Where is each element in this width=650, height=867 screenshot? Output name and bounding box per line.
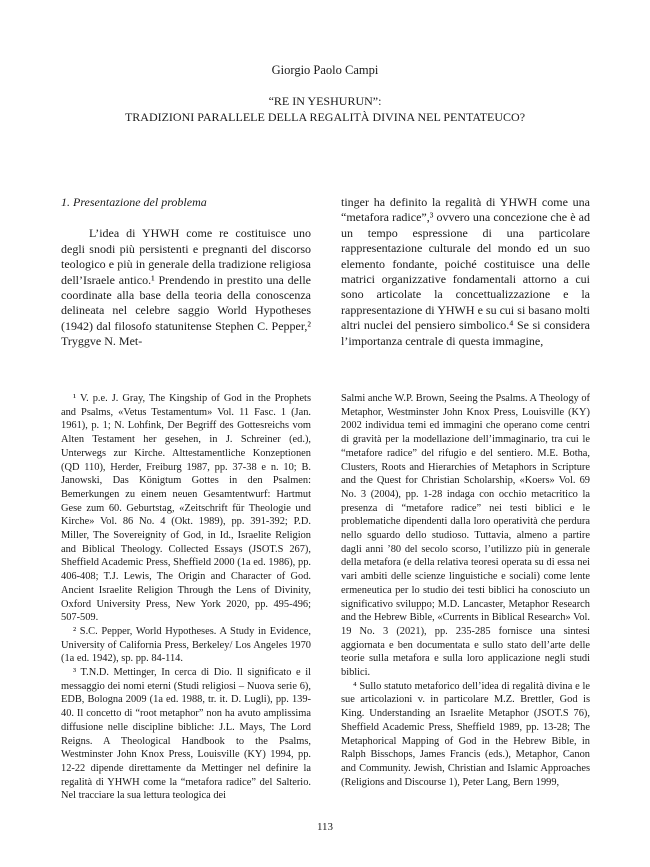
author-name: Giorgio Paolo Campi — [271, 63, 379, 77]
footnote-3-continued: Salmi anche W.P. Brown, Seeing the Psalms. A Theology of Metaphor, Westminster John Knox Press, Louisville (KY) 2002 individua temi ed immagini che operano come centri di gravità per la modellazione dell’immaginario, tra cui le “metafore radice” del rifugio e del sentiero. M.E. Botha, Clusters, Roots and Hierarchies of Metaphors in Scripture and the Quest for Christian Scholarship, «Koers» Vol. 69 No. 3 (2004), pp. 1-28 indaga con occhio metacritico la presenza di “metafore radice” nei testi biblici e le problematiche dipendenti dalla loro operatività che perdura nello sguardo dello studioso. Tuttavia, almeno a partire dagli anni ’80 del secolo scorso, l’utilizzo più in generale della metafora (e della relativa teoresi operata su di essa nei vari ambiti delle scienze linguistiche e sociali) come lente ermeneutica per lo studio dei testi biblici ha conosciuto un significativo sviluppo; M.D. Lancaster, Metaphor Research and the Hebrew Bible, «Currents in Biblical Research» Vol. 19 No. 3 (2021), pp. 235-285 fornisce una sintesi aggiornata e ben documentata e sullo stato dell’arte delle teorie sulla metafora e sulla loro applicazione negli studi biblici. — [341, 393, 590, 679]
footnote-3: ³ T.N.D. Mettinger, In cerca di Dio. Il significato e il messaggio dei nomi eterni (Studi religiosi – Nuova serie 6), EDB, Bologna 2009 (1a ed. 1988, tr. it. D. Lugli), pp. 139-40. Il concetto di “root metaphor” non ha avuto amplissima diffusione nelle discipline bibliche: J.L. Mays, The Lord Reigns. A Theological Handbook to the Psalms, Westminster John Knox Press, Louisville (KY) 1994, pp. 12-22 dipende direttamente da Mettinger nel definire la regalità di YHWH come la “metafora radice” del Salterio. Nel tracciare la sua lettura teologica dei — [61, 667, 311, 802]
footnote-4: ⁴ Sullo statuto metaforico dell’idea di regalità divina e le sue articolazioni v. in particolare M.Z. Brettler, God is King. Understanding an Israelite Metaphor (JSOT.S 76), Sheffield Academic Press, Sheffield 1989, pp. 13-28; The Metaphorical Mapping of God in the Hebrew Bible, in Ralph Bisschops, James Francis (eds.), Metaphor, Canon and Community. Jewish, Christian and Islamic Approaches (Religions and Discourse 1), Peter Lang, Bern 1999, — [341, 680, 590, 788]
body-paragraph-left: L’idea di YHWH come re costituisce uno degli snodi più persistenti e pregnanti del discorso teologico e più in generale della tradizione religiosa dell’Israele antico.¹ Prendendo in prestito una delle coordinate alla base della teoria della conoscenza delineata nel celebre saggio World Hypotheses (1942) dal filosofo statunitense Stephen C. Pepper,² Tryggve N. Met- — [61, 226, 311, 349]
article-title-line-1: “RE IN YESHURUN”: — [268, 94, 382, 108]
footnote-1: ¹ V. p.e. J. Gray, The Kingship of God in the Prophets and Psalms, «Vetus Testamentum» Vol. 11 Fasc. 1 (Jan. 1961), p. 1; N. Lohfink, Der Begriff des Gottesreichs vom Alten Testament her gesehen, in J. Schreiner (ed.), Unterwegs zur Kirche. Alttestamentliche Konzeptionen (QD 110), Herder, Freiburg 1987, pp. 37-38 e n. 10; B. Janowski, Das Königtum Gottes in den Psalmen: Bemerkungen zu einem neuen Gesamtentwurf: Hartmut Gese zum 60. Geburtstag, «Zeitschrift für Theologie und Kirche» Vol. 86 No. 4 (Okt. 1989), pp. 391-392; P.D. Miller, The Sovereignity of God, in Id., Israelite Religion and Biblical Theology. Collected Essays (JSOT.S 267), Sheffield Academic Press, Sheffield 2000 (1a ed. 1986), pp. 406-408; T.J. Lewis, The Origin and Character of God. Ancient Israelite Religion Through the Lens of Divinity, Oxford University Press, New York 2020, pp. 495-496; 507-509. — [61, 393, 311, 624]
section-heading: 1. Presentazione del problema — [61, 195, 207, 209]
body-column-right — [341, 195, 590, 349]
body-column-left — [61, 195, 311, 350]
footnotes-column-right — [341, 392, 590, 789]
footnote-2: ² S.C. Pepper, World Hypotheses. A Study in Evidence, University of California Press, Berkeley/ Los Angeles 1970 (1a ed. 1942), sp. pp. 84-114. — [61, 625, 311, 665]
footnotes-column-left — [61, 392, 311, 803]
article-title-line-2: TRADIZIONI PARALLELE DELLA REGALITÀ DIVINA NEL PENTATEUCO? — [124, 110, 526, 124]
body-paragraph-right: tinger ha definito la regalità di YHWH come una “metafora radice”,³ ovvero una concezione che è ad un tempo espressione di una particolare rappresentazione culturale del mondo ed un suo elemento fondante, poiché costituisce una delle matrici organizzative fondamentali attorno a cui sono articolate la concettualizzazione e la rappresentazione di YHWH e su cui si basano molti altri nuclei del pensiero simbolico.⁴ Se si considera l’importanza centrale di questa immagine, — [341, 195, 590, 348]
page-number: 113 — [316, 821, 334, 833]
article-title — [0, 93, 650, 125]
